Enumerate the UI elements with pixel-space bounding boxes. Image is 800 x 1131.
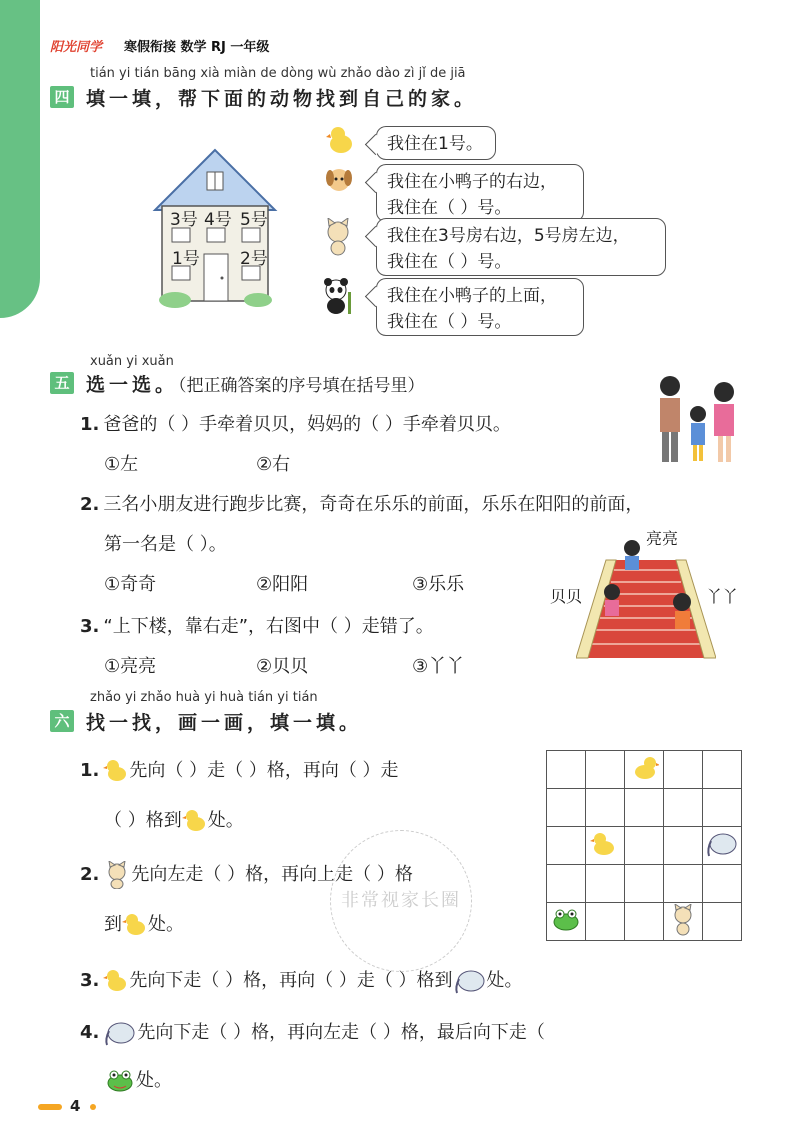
speech-bubble-duck bbox=[376, 126, 496, 160]
section6-pinyin: zhǎo yi zhǎo huà yi huà tián yi tián bbox=[90, 690, 318, 705]
question-text: 处。 bbox=[136, 1070, 172, 1091]
question-text: 三名小朋友进行跑步比赛，奇奇在乐乐的前面，乐乐在阳阳的前面， bbox=[103, 494, 644, 515]
q5-2-line2: 第一名是（ ）。 bbox=[104, 534, 227, 555]
cat-icon bbox=[320, 218, 356, 256]
bubble-line: 我住在3号房右边，5号房左边， bbox=[387, 226, 630, 246]
stairs-label-left: 贝贝 bbox=[550, 587, 583, 606]
q6-1-line2 bbox=[104, 806, 244, 834]
cat-icon bbox=[103, 861, 131, 889]
q6-2-line2 bbox=[104, 910, 184, 938]
question-text: 处。 bbox=[207, 810, 244, 831]
section5-note: （把正确答案的序号填在括号里） bbox=[178, 376, 425, 396]
q5-2-option-2: ②阳阳 bbox=[256, 574, 309, 595]
section4-title: 填一填，帮下面的动物找到自己的家。 bbox=[86, 88, 478, 110]
q6-4-line1 bbox=[80, 1018, 545, 1047]
question-text: 先向下走（ ）格，再向左走（ ）格，最后向下走（ bbox=[137, 1022, 545, 1043]
page-corner-band bbox=[0, 0, 40, 318]
duckling-icon bbox=[103, 758, 129, 784]
question-number: 1. bbox=[80, 760, 100, 781]
speech-bubble-panda bbox=[376, 278, 584, 336]
panda-icon bbox=[318, 276, 358, 316]
frog-icon bbox=[104, 1068, 136, 1094]
bubble-line: 我住在小鸭子的右边， bbox=[387, 172, 557, 192]
stairs-label-right: 丫丫 bbox=[706, 587, 739, 606]
question-number: 2. bbox=[80, 864, 100, 885]
q5-1-option-2: ②右 bbox=[256, 454, 291, 475]
q5-1-option-1: ①左 bbox=[104, 454, 139, 475]
duckling-icon bbox=[326, 124, 356, 158]
stairs-illustration bbox=[576, 540, 716, 664]
elephant-icon bbox=[453, 967, 487, 995]
bubble-line: 我住在（ ）号。 bbox=[387, 198, 512, 218]
question-text: 处。 bbox=[148, 914, 184, 935]
q5-2-line1 bbox=[80, 490, 643, 516]
section4-badge: 四 bbox=[50, 86, 74, 108]
bubble-line: 我住在（ ）号。 bbox=[387, 312, 512, 332]
watermark-seal: 非常视家长圈 bbox=[330, 830, 472, 972]
bubble-line: 我住在1号。 bbox=[387, 134, 483, 154]
duckling-icon bbox=[182, 808, 208, 834]
q6-3-line1 bbox=[80, 966, 523, 995]
question-text: 到 bbox=[104, 914, 122, 935]
grid-cell-duckling-top bbox=[625, 751, 664, 789]
house-label-1: 1号 bbox=[172, 249, 200, 269]
q6-4-line2 bbox=[104, 1066, 172, 1094]
stairs-label-top: 亮亮 bbox=[646, 529, 679, 548]
q6-1-line1 bbox=[80, 756, 399, 784]
duckling-icon bbox=[103, 968, 129, 994]
family-illustration bbox=[648, 370, 744, 466]
q5-3 bbox=[80, 612, 434, 638]
page-number: 4 bbox=[70, 1097, 81, 1115]
question-number: 3. bbox=[80, 970, 100, 991]
house-label-5: 5号 bbox=[240, 210, 268, 230]
question-number: 3. bbox=[80, 616, 100, 637]
duckling-icon bbox=[122, 912, 148, 938]
house-label-2: 2号 bbox=[240, 249, 268, 269]
brand-logo: 阳光同学 bbox=[50, 40, 103, 55]
section6-title: 找一找，画一画，填一填。 bbox=[86, 712, 363, 734]
speech-bubble-dog bbox=[376, 164, 584, 222]
section5-pinyin: xuǎn yi xuǎn bbox=[90, 354, 174, 369]
q5-2-option-3: ③乐乐 bbox=[412, 574, 465, 595]
q5-3-option-2: ②贝贝 bbox=[256, 656, 309, 677]
question-text: “上下楼，靠右走”，右图中（ ）走错了。 bbox=[103, 616, 434, 637]
question-text: 先向左走（ ）格，再向上走（ ）格 bbox=[131, 864, 413, 885]
footer-bar bbox=[38, 1104, 62, 1110]
speech-bubble-cat bbox=[376, 218, 666, 276]
direction-grid bbox=[546, 750, 742, 941]
question-number: 2. bbox=[80, 494, 100, 515]
section4-pinyin: tián yi tián bāng xià miàn de dòng wù zhǎo dào zì jǐ de jiā bbox=[90, 66, 466, 81]
house-label-4: 4号 bbox=[204, 210, 232, 230]
q5-3-option-3: ③丫丫 bbox=[412, 656, 465, 677]
section5-badge: 五 bbox=[50, 372, 74, 394]
frog-icon bbox=[550, 906, 582, 934]
question-text: 先向下走（ ）格，再向（ ）走（ ）格到 bbox=[129, 970, 453, 991]
section6-badge: 六 bbox=[50, 710, 74, 732]
q5-1 bbox=[80, 410, 511, 436]
dog-icon bbox=[322, 164, 356, 198]
house-label-3: 3号 bbox=[170, 210, 198, 230]
section5-title-text: 选一选。 bbox=[86, 374, 179, 396]
bubble-line: 我住在小鸭子的上面， bbox=[387, 286, 557, 306]
bubble-line: 我住在（ ）号。 bbox=[387, 252, 512, 272]
question-number: 4. bbox=[80, 1022, 100, 1043]
elephant-icon bbox=[103, 1019, 137, 1047]
duckling-icon bbox=[629, 753, 659, 783]
question-text: 处。 bbox=[486, 970, 523, 991]
footer-dot bbox=[90, 1104, 96, 1110]
q5-2-option-1: ①奇奇 bbox=[104, 574, 157, 595]
cat-icon bbox=[668, 904, 698, 936]
header-title: 寒假衔接 数学 RJ 一年级 bbox=[124, 40, 270, 55]
question-text: 爸爸的（ ）手牵着贝贝，妈妈的（ ）手牵着贝贝。 bbox=[103, 414, 511, 435]
question-text: （ ）格到 bbox=[104, 810, 182, 831]
q5-3-option-1: ①亮亮 bbox=[104, 656, 157, 677]
question-number: 1. bbox=[80, 414, 100, 435]
question-text: 先向（ ）走（ ）格，再向（ ）走 bbox=[129, 760, 399, 781]
duckling-icon bbox=[590, 829, 620, 859]
section5-title bbox=[86, 370, 425, 397]
elephant-icon bbox=[705, 829, 739, 859]
